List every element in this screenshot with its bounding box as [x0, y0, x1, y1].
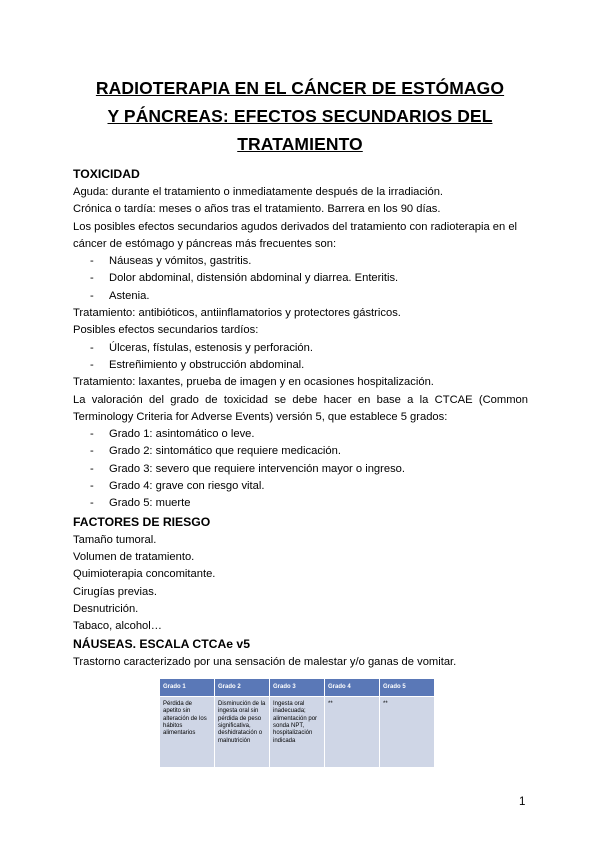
- table-header-cell: Grado 4: [325, 679, 379, 696]
- valoracion-paragraph: La valoración del grado de toxicidad se debe hacer en base a la CTCAE (Common Terminology Criteria for Adverse Events) versión 5, que establece 5 grados:: [73, 393, 528, 423]
- nauseas-definition: Trastorno caracterizado por una sensación de malestar y/o ganas de vomitar.: [73, 656, 457, 669]
- table-header-cell: Grado 5: [380, 679, 434, 696]
- page-number: 1: [519, 796, 526, 808]
- list-item: - Estreñimiento y obstrucción abdominal.: [73, 357, 528, 374]
- title-line-2: Y PÁNCREAS: EFECTOS SECUNDARIOS DEL: [107, 106, 493, 126]
- table-cell: Pérdida de apetito sin alteración de los hábitos alimentarios: [160, 697, 214, 767]
- title-line-3: TRATAMIENTO: [237, 134, 363, 154]
- list-item: - Grado 1: asintomático o leve.: [73, 426, 528, 443]
- factor-item: Cirugías previas.: [73, 585, 157, 598]
- factor-item: Tamaño tumoral.: [73, 533, 157, 546]
- toxicidad-aguda: Aguda: durante el tratamiento o inmediatamente después de la irradiación.: [73, 186, 444, 198]
- toxicidad-cronica: Crónica o tardía: meses o años tras el tratamiento. Barrera en los 90 días.: [73, 203, 441, 216]
- table-header-cell: Grado 2: [215, 679, 269, 696]
- factor-item: Volumen de tratamiento.: [73, 550, 195, 563]
- toxicidad-intro: Los posibles efectos secundarios agudos derivados del tratamiento con radioterapia en el cáncer de estómago y páncreas más frecuentes son:: [73, 220, 518, 250]
- nauseas-heading: NÁUSEAS. ESCALA CTCAe v5: [73, 637, 250, 652]
- list-item: - Grado 2: sintomático que requiere medicación.: [73, 443, 528, 460]
- document-title: [70, 74, 530, 158]
- list-item: - Grado 5: muerte: [73, 495, 528, 512]
- list-item: - Grado 3: severo que requiere intervención mayor o ingreso.: [73, 461, 528, 478]
- table-cell: **: [380, 697, 434, 767]
- agudos-list: [73, 253, 528, 305]
- tratamiento-tardio: Tratamiento: laxantes, prueba de imagen y en ocasiones hospitalización.: [73, 376, 434, 389]
- list-item: - Dolor abdominal, distensión abdominal y diarrea. Enteritis.: [73, 270, 528, 287]
- table-cell: Ingesta oral inadecuada; alimentación por sonda NPT, hospitalización indicada: [270, 697, 324, 767]
- table-row: [160, 697, 434, 767]
- document-body: [73, 165, 528, 768]
- list-item: - Astenia.: [73, 288, 528, 305]
- tratamiento-agudo: Tratamiento: antibióticos, antiinflamatorios y protectores gástricos.: [73, 307, 401, 320]
- tardios-list: [73, 340, 528, 375]
- grados-list: [73, 426, 528, 512]
- list-item: - Náuseas y vómitos, gastritis.: [73, 253, 528, 270]
- table-header-cell: Grado 1: [160, 679, 214, 696]
- factor-item: Desnutrición.: [73, 602, 139, 615]
- toxicidad-heading: TOXICIDAD: [73, 167, 140, 181]
- tardios-intro: Posibles efectos secundarios tardíos:: [73, 324, 259, 337]
- factores-heading: FACTORES DE RIESGO: [73, 514, 211, 529]
- factor-item: Quimioterapia concomitante.: [73, 568, 216, 581]
- nauseas-grade-table: [159, 678, 435, 768]
- table-header-row: [160, 679, 434, 696]
- table-cell: Disminución de la ingesta oral sin pérdida de peso significativa, deshidratación o malnutrición: [215, 697, 269, 767]
- list-item: - Grado 4: grave con riesgo vital.: [73, 478, 528, 495]
- factor-item: Tabaco, alcohol…: [73, 620, 162, 633]
- table-header-cell: Grado 3: [270, 679, 324, 696]
- list-item: - Úlceras, fístulas, estenosis y perforación.: [73, 340, 528, 357]
- title-line-1: RADIOTERAPIA EN EL CÁNCER DE ESTÓMAGO: [95, 78, 505, 98]
- table-cell: **: [325, 697, 379, 767]
